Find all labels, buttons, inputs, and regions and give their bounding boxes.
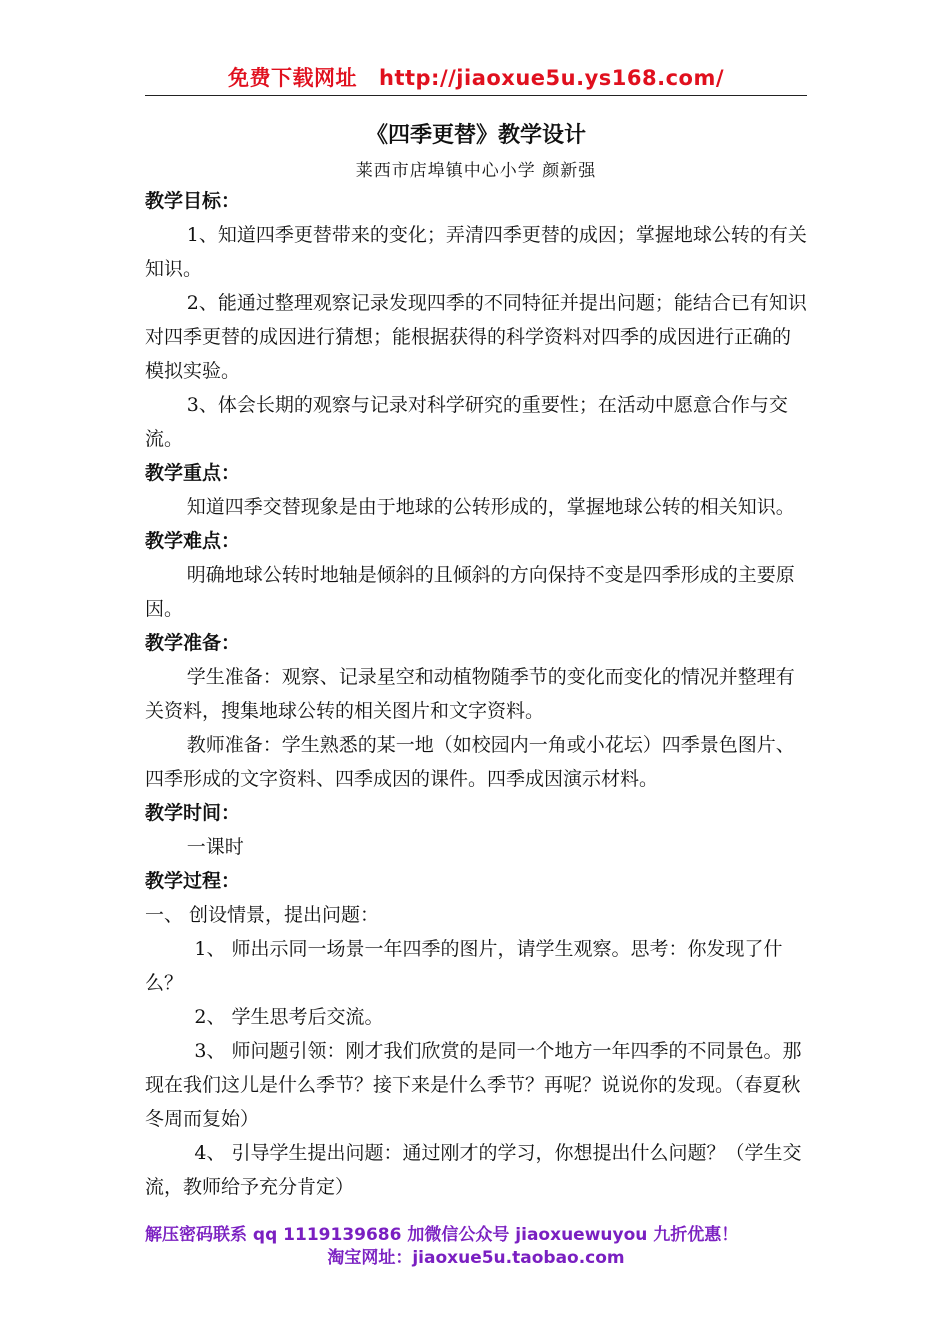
header-url-link[interactable]: http://jiaoxue5u.ys168.com/ bbox=[379, 66, 724, 90]
header bbox=[145, 62, 807, 92]
step-1-item-2: 2、 学生思考后交流。 bbox=[194, 1006, 384, 1028]
header-label: 免费下载网址 bbox=[228, 66, 357, 90]
objective-2: 2、能通过整理观察记录发现四季的不同特征并提出问题；能结合已有知识对四季更替的成因进行猜想；能根据获得的科学资料对四季的成因进行正确的模拟实验。 bbox=[145, 292, 807, 382]
step-1-item-4: 4、 引导学生提出问题：通过刚才的学习，你想提出什么问题？（学生交流，教师给予充分肯定） bbox=[145, 1142, 802, 1198]
difficulty-text: 明确地球公转时地轴是倾斜的且倾斜的方向保持不变是四季形成的主要原因。 bbox=[145, 564, 795, 620]
objective-3: 3、体会长期的观察与记录对科学研究的重要性；在活动中愿意合作与交流。 bbox=[145, 394, 788, 450]
focus-heading: 教学重点： bbox=[145, 462, 241, 484]
step-1-item-3: 3、 师问题引领：刚才我们欣赏的是同一个地方一年四季的不同景色。那现在我们这儿是什么季节？接下来是什么季节？再呢？说说你的发现。（春夏秋冬周而复始） bbox=[145, 1040, 802, 1130]
process-heading: 教学过程： bbox=[145, 870, 241, 892]
footer-shop-link[interactable]: 淘宝网址：jiaoxue5u.taobao.com bbox=[327, 1248, 625, 1268]
prep-heading: 教学准备： bbox=[145, 632, 241, 654]
document-body bbox=[145, 184, 809, 1204]
objective-1: 1、知道四季更替带来的变化；弄清四季更替的成因；掌握地球公转的有关知识。 bbox=[145, 224, 807, 280]
header-divider bbox=[145, 95, 807, 96]
document-title: 《四季更替》教学设计 bbox=[365, 123, 586, 148]
step-1-title: 一、 创设情景，提出问题： bbox=[145, 904, 380, 926]
prep-student: 学生准备：观察、记录星空和动植物随季节的变化而变化的情况并整理有关资料，搜集地球公转的相关图片和文字资料。 bbox=[145, 666, 795, 722]
time-text: 一课时 bbox=[186, 836, 244, 858]
difficulty-heading: 教学难点： bbox=[145, 530, 241, 552]
objectives-heading: 教学目标： bbox=[145, 190, 241, 212]
document-author: 莱西市店埠镇中心小学 颜新强 bbox=[355, 161, 597, 181]
step-1-item-1: 1、 师出示同一场景一年四季的图片，请学生观察。思考：你发现了什么？ bbox=[145, 938, 783, 994]
prep-teacher: 教师准备：学生熟悉的某一地（如校园内一角或小花坛）四季景色图片、四季形成的文字资料、四季成因的课件。四季成因演示材料。 bbox=[145, 734, 795, 790]
focus-text: 知道四季交替现象是由于地球的公转形成的，掌握地球公转的相关知识。 bbox=[186, 496, 795, 518]
footer-contact: 解压密码联系 qq 1119139686 加微信公众号 jiaoxuewuyou 九折优惠！ bbox=[145, 1225, 739, 1245]
time-heading: 教学时间： bbox=[145, 802, 241, 824]
